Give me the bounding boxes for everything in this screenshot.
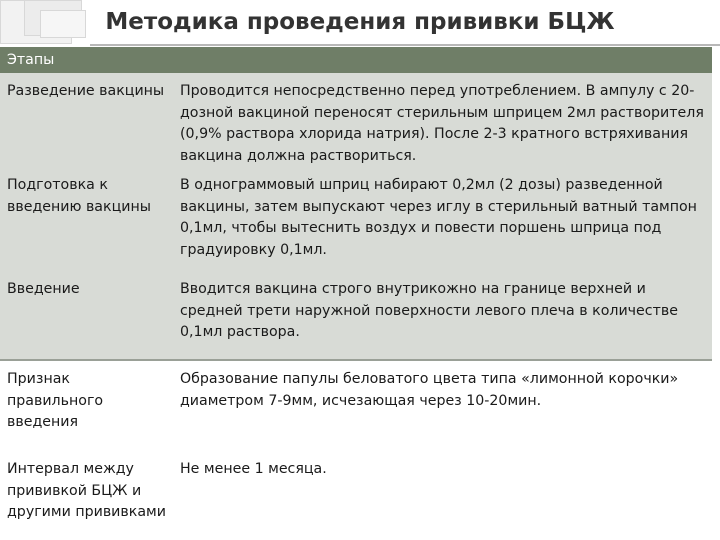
description-cell: В однограммовый шприц набирают 0,2мл (2 дозы) разведенной вакцины, затем выпускают через иглу в стерильный ватный тампон 0,1мл, чтобы вытеснить воздух и повести поршень шприца под градуировку 0,1мл.	[180, 177, 697, 258]
table-row	[0, 361, 712, 451]
description-cell: Вводится вакцина строго внутрикожно на границе верхней и средней трети наружной поверхности левого плеча в количестве 0,1мл раствора.	[180, 281, 678, 340]
description-cell: Образование папулы беловатого цвета типа «лимонной корочки» диаметром 7-9мм, исчезающая через 10-20мин.	[180, 371, 679, 409]
stage-cell: Введение	[7, 281, 80, 297]
table-row	[0, 73, 712, 167]
table-header	[0, 47, 712, 73]
slide-title: Методика проведения прививки БЦЖ	[105, 9, 615, 35]
stage-cell: Разведение вакцины	[7, 83, 165, 99]
description-cell: Проводится непосредственно перед употреблением. В ампулу с 20-дозной вакциной переносят стерильным шприцем 2мл растворителя (0,9% раствора хлорида натрия). После 2-3 кратного встряхивания вакцина должна раствориться.	[180, 83, 704, 164]
table-row	[0, 167, 712, 271]
stage-cell: Признак правильного введения	[7, 371, 104, 430]
procedure-table	[0, 47, 712, 540]
header-label: Этапы	[7, 52, 55, 68]
table-row	[0, 451, 712, 540]
stage-cell: Подготовка к введению вакцины	[7, 177, 151, 215]
stage-cell: Интервал между прививкой БЦЖ и другими прививками	[7, 461, 166, 520]
table-row	[0, 271, 712, 361]
description-cell: Не менее 1 месяца.	[180, 461, 327, 477]
title-divider	[90, 44, 720, 46]
